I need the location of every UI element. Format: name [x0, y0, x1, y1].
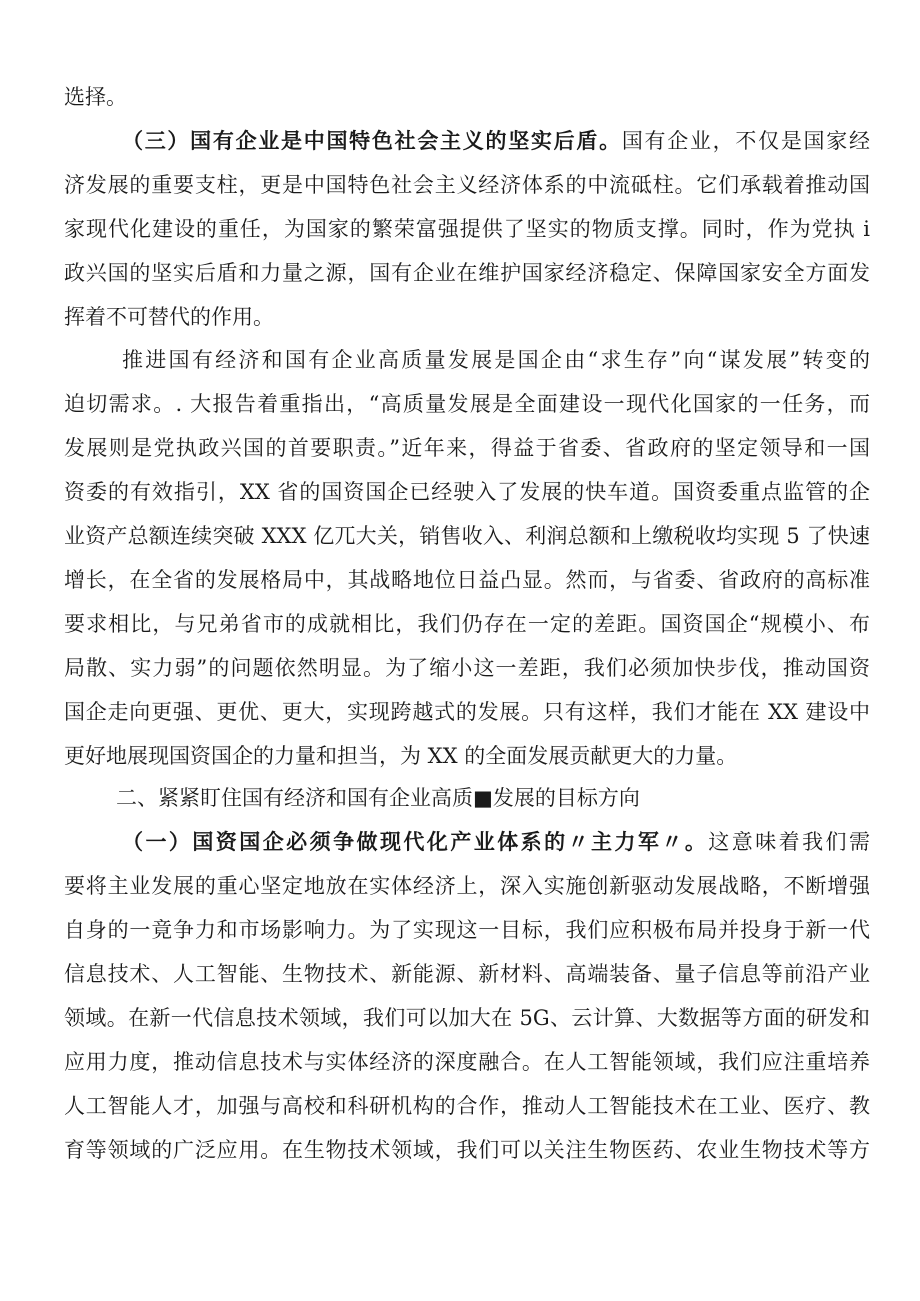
- text-line: [64, 565, 870, 595]
- text-line: [64, 82, 870, 112]
- text-line: [64, 521, 870, 551]
- text-line: [64, 433, 870, 463]
- text-line: [64, 1003, 870, 1033]
- text-line-content: 政兴国的坚实后盾和力量之源，国有企业在维护国家经济稳定、保障国家安全方面发: [64, 261, 870, 285]
- section-heading-lead: （一）国资国企必须争做现代化产业体系的〃主力军〃。: [122, 829, 709, 854]
- text-line-content: 发展则是党执政兴国的首要职责。”近年来，得益于省委、省政府的坚定领导和一国: [64, 436, 870, 460]
- text-line: [64, 653, 870, 683]
- text-line-content: 推进国有经济和国有企业高质量发展是国企由“求生存”向“谋发展”转变的: [122, 348, 870, 372]
- text-line-content: 家现代化建设的重任，为国家的繁荣富强提供了坚实的物质支撑。同时，作为党执 i: [64, 217, 870, 241]
- text-line: [122, 126, 870, 156]
- text-line-content: 业资产总额连续突破 XXX 亿兀大关，销售收入、利润总额和上缴税收均实现 5 了快速: [64, 524, 870, 548]
- text-line: [64, 170, 870, 200]
- text-line: [64, 214, 870, 244]
- text-line: [64, 697, 870, 727]
- text-line: [122, 345, 870, 375]
- text-line-content: 领域。在新一代信息技术领域，我们可以加大在 5G、云计算、大数据等方面的研发和: [64, 1006, 870, 1030]
- text-line: [64, 477, 870, 507]
- text-line-content: 更好地展现国资国企的力量和担当，为 XX 的全面发展贡献更大的力量。: [64, 744, 738, 768]
- text-line: [64, 871, 870, 901]
- text-line: [116, 783, 870, 813]
- text-line-content: 自身的一竟争力和市场影响力。为了实现这一目标，我们应积极布局并投身于新一代: [64, 918, 870, 942]
- section-heading-lead: （三）国有企业是中国特色社会主义的坚实后盾。: [122, 128, 622, 153]
- text-line-content: 信息技术、人工智能、生物技术、新能源、新材料、高端装备、量子信息等前沿产业: [64, 962, 870, 986]
- text-line: [64, 1135, 870, 1165]
- text-line-content: 育等领域的广泛应用。在生物技术领域，我们可以关注生物医药、农业生物技术等方: [64, 1138, 870, 1162]
- text-line-content: 选择。: [64, 85, 127, 109]
- text-line: [64, 389, 870, 419]
- text-line-content: 二、紧紧盯住国有经济和国有企业高质■发展的目标方向: [116, 786, 640, 810]
- text-line-content: 挥着不可替代的作用。: [64, 305, 274, 329]
- text-line-content: 人工智能人才，加强与高校和科研机构的合作，推动人工智能技术在工业、医疗、教: [64, 1094, 870, 1118]
- text-line: [64, 302, 870, 332]
- text-line: [64, 741, 870, 771]
- text-line: [122, 827, 870, 857]
- text-line-content: 局散、实力弱”的问题依然明显。为了缩小这一差距，我们必须加快步伐，推动国资: [64, 656, 870, 680]
- text-line-content: 要将主业发展的重心坚定地放在实体经济上，深入实施创新驱动发展战略，不断增强: [64, 874, 870, 898]
- text-line-content: 国有企业，不仅是国家经: [621, 129, 870, 153]
- text-line-content: 资委的有效指引，XX 省的国资国企已经驶入了发展的快车道。国资委重点监管的企: [64, 480, 870, 504]
- text-line-content: 增长，在全省的发展格局中，其战略地位日益凸显。然而，与省委、省政府的高标准: [64, 568, 870, 592]
- text-line: [64, 915, 870, 945]
- text-line-content: 应用力度，推动信息技术与实体经济的深度融合。在人工智能领域，我们应注重培养: [64, 1050, 870, 1074]
- text-line: [64, 1091, 870, 1121]
- text-line-content: 迫切需求。. 大报告着重指出，“高质量发展是全面建设一现代化国家的一任务，而: [64, 392, 870, 416]
- text-line: [64, 258, 870, 288]
- text-line-content: 济发展的重要支柱，更是中国特色社会主义经济体系的中流砥柱。它们承载着推动国: [64, 173, 870, 197]
- text-line-content: 这意味着我们需: [708, 830, 870, 854]
- text-line: [64, 609, 870, 639]
- text-line: [64, 959, 870, 989]
- text-line-content: 要求相比，与兄弟省市的成就相比，我们仍存在一定的差距。国资国企“规模小、布: [64, 612, 870, 636]
- text-line-content: 国企走向更强、更优、更大，实现跨越式的发展。只有这样，我们才能在 XX 建设中: [64, 700, 870, 724]
- text-line: [64, 1047, 870, 1077]
